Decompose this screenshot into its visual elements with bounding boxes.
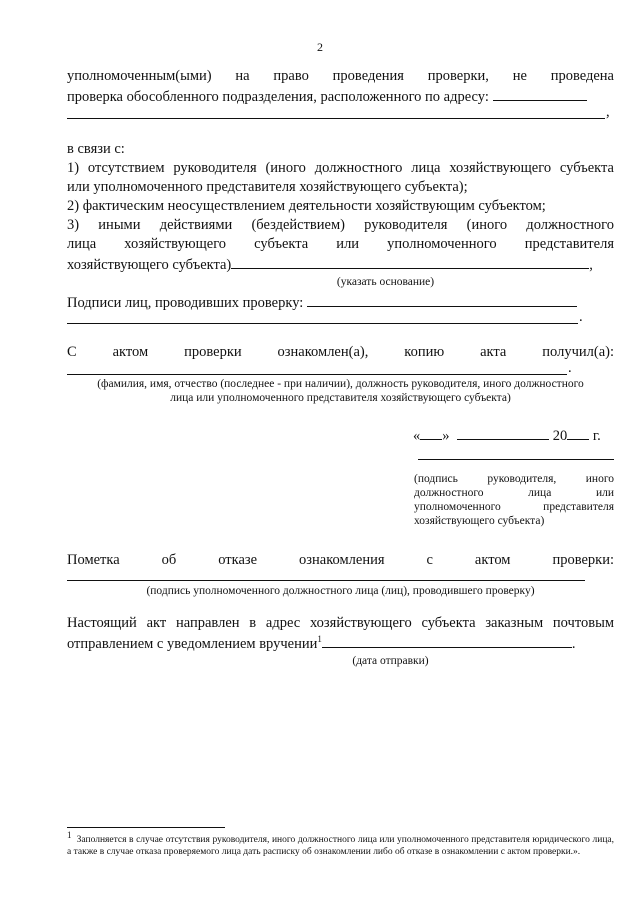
footnote-text: Заполняется в случае отсутствия руководителя, иного должностного лица или уполномоченного представителя юридического лица, а также в случае отказа проверяемого лица дать расписку об ознакомлении либо об отказе в ознакомлении с актом проверки.».	[67, 835, 615, 857]
signature-line[interactable]	[418, 459, 614, 460]
address-line-1: уполномоченным(ыми) на право проведения проверки, не проведена	[67, 68, 614, 84]
signature-caption-line-3: уполномоченного представителя	[414, 501, 614, 513]
reason-1-line-1: 1) отсутствием руководителя (иного должностного лица хозяйствующего субъекта	[67, 160, 614, 176]
period: .	[568, 360, 572, 376]
acquainted-line: С актом проверки ознакомлен(а), копию акта получил(а):	[67, 344, 614, 360]
acquainted-paragraph	[67, 343, 614, 362]
comma: ,	[606, 104, 610, 120]
reasons-intro: в связи с:	[67, 141, 125, 157]
signature-caption-line-1: (подпись руководителя, иного	[414, 473, 614, 485]
signatures-paragraph	[67, 292, 614, 313]
acquainted-caption	[67, 377, 614, 405]
reason-3-line-1: 3) иными действиями (бездействием) руководителя (иного должностного	[67, 217, 614, 233]
address-blank[interactable]	[493, 86, 587, 101]
month-blank[interactable]	[457, 425, 549, 440]
reason-blank[interactable]	[231, 254, 589, 269]
signatures-label: Подписи лиц, проводивших проверку:	[67, 295, 304, 311]
signature-caption	[414, 472, 614, 528]
signature-caption-line-2: должностного лица или	[414, 487, 614, 499]
send-date-blank[interactable]	[322, 633, 572, 648]
acquainted-caption-line-2: лица или уполномоченного представителя хозяйствующего субъекта)	[170, 392, 511, 404]
reasons-paragraph	[67, 140, 614, 289]
date-open-quote: «	[413, 428, 421, 444]
address-line-2	[67, 86, 614, 107]
address-continuation-line[interactable]	[67, 118, 605, 119]
period: .	[579, 309, 583, 325]
year-blank[interactable]	[567, 425, 589, 440]
year-prefix: 20	[552, 428, 568, 444]
sent-line-1: Настоящий акт направлен в адрес хозяйствующего субъекта заказным почтовым	[67, 615, 614, 631]
day-blank[interactable]	[420, 425, 442, 440]
footnote-mark: 1	[67, 829, 72, 840]
year-suffix: г.	[592, 428, 601, 444]
refusal-paragraph	[67, 551, 614, 570]
sent-label: отправлением с уведомлением вручении	[67, 636, 318, 652]
sent-line-2: отправлением с уведомлением вручении$^1$ .	[67, 634, 576, 652]
page-number: 2	[317, 40, 323, 54]
reason-3-line-3: хозяйствующего субъекта) ,	[67, 254, 614, 275]
reason-1-line-2: или уполномоченного представителя хозяйствующего субъекта);	[67, 179, 468, 195]
sent-paragraph	[67, 614, 614, 668]
acquainted-caption-line-1: (фамилия, имя, отчество (последнее - при наличии), должность руководителя, иного должностного	[97, 378, 584, 390]
signature-caption-line-4: хозяйствующего субъекта)	[414, 515, 545, 527]
acquainted-blank[interactable]	[67, 374, 567, 375]
reason-caption: (указать основание)	[336, 276, 435, 288]
refusal-blank[interactable]	[67, 580, 585, 581]
reason-3-line-2: лица хозяйствующего субъекта или уполномоченного представителя	[67, 236, 614, 252]
address-paragraph	[67, 67, 614, 107]
signatures-blank-2[interactable]	[67, 323, 578, 324]
address-label: проверка обособленного подразделения, расположенного по адресу:	[67, 89, 489, 105]
reason-3-label: хозяйствующего субъекта)	[67, 257, 232, 273]
footnote	[67, 829, 615, 858]
date-close-quote: »	[442, 428, 450, 444]
footnote-separator	[67, 827, 225, 828]
refusal-caption: (подпись уполномоченного должностного лица (лиц), проводившего проверку)	[146, 585, 535, 597]
send-date-caption: (дата отправки)	[352, 655, 429, 667]
footnote-reference[interactable]: 1	[317, 634, 322, 645]
reason-2: 2) фактическим неосуществлением деятельности хозяйствующим субъектом;	[67, 198, 546, 214]
date-block	[413, 425, 601, 446]
signatures-blank-1[interactable]	[307, 292, 577, 307]
refusal-line: Пометка об отказе ознакомления с актом проверки:	[67, 552, 614, 568]
